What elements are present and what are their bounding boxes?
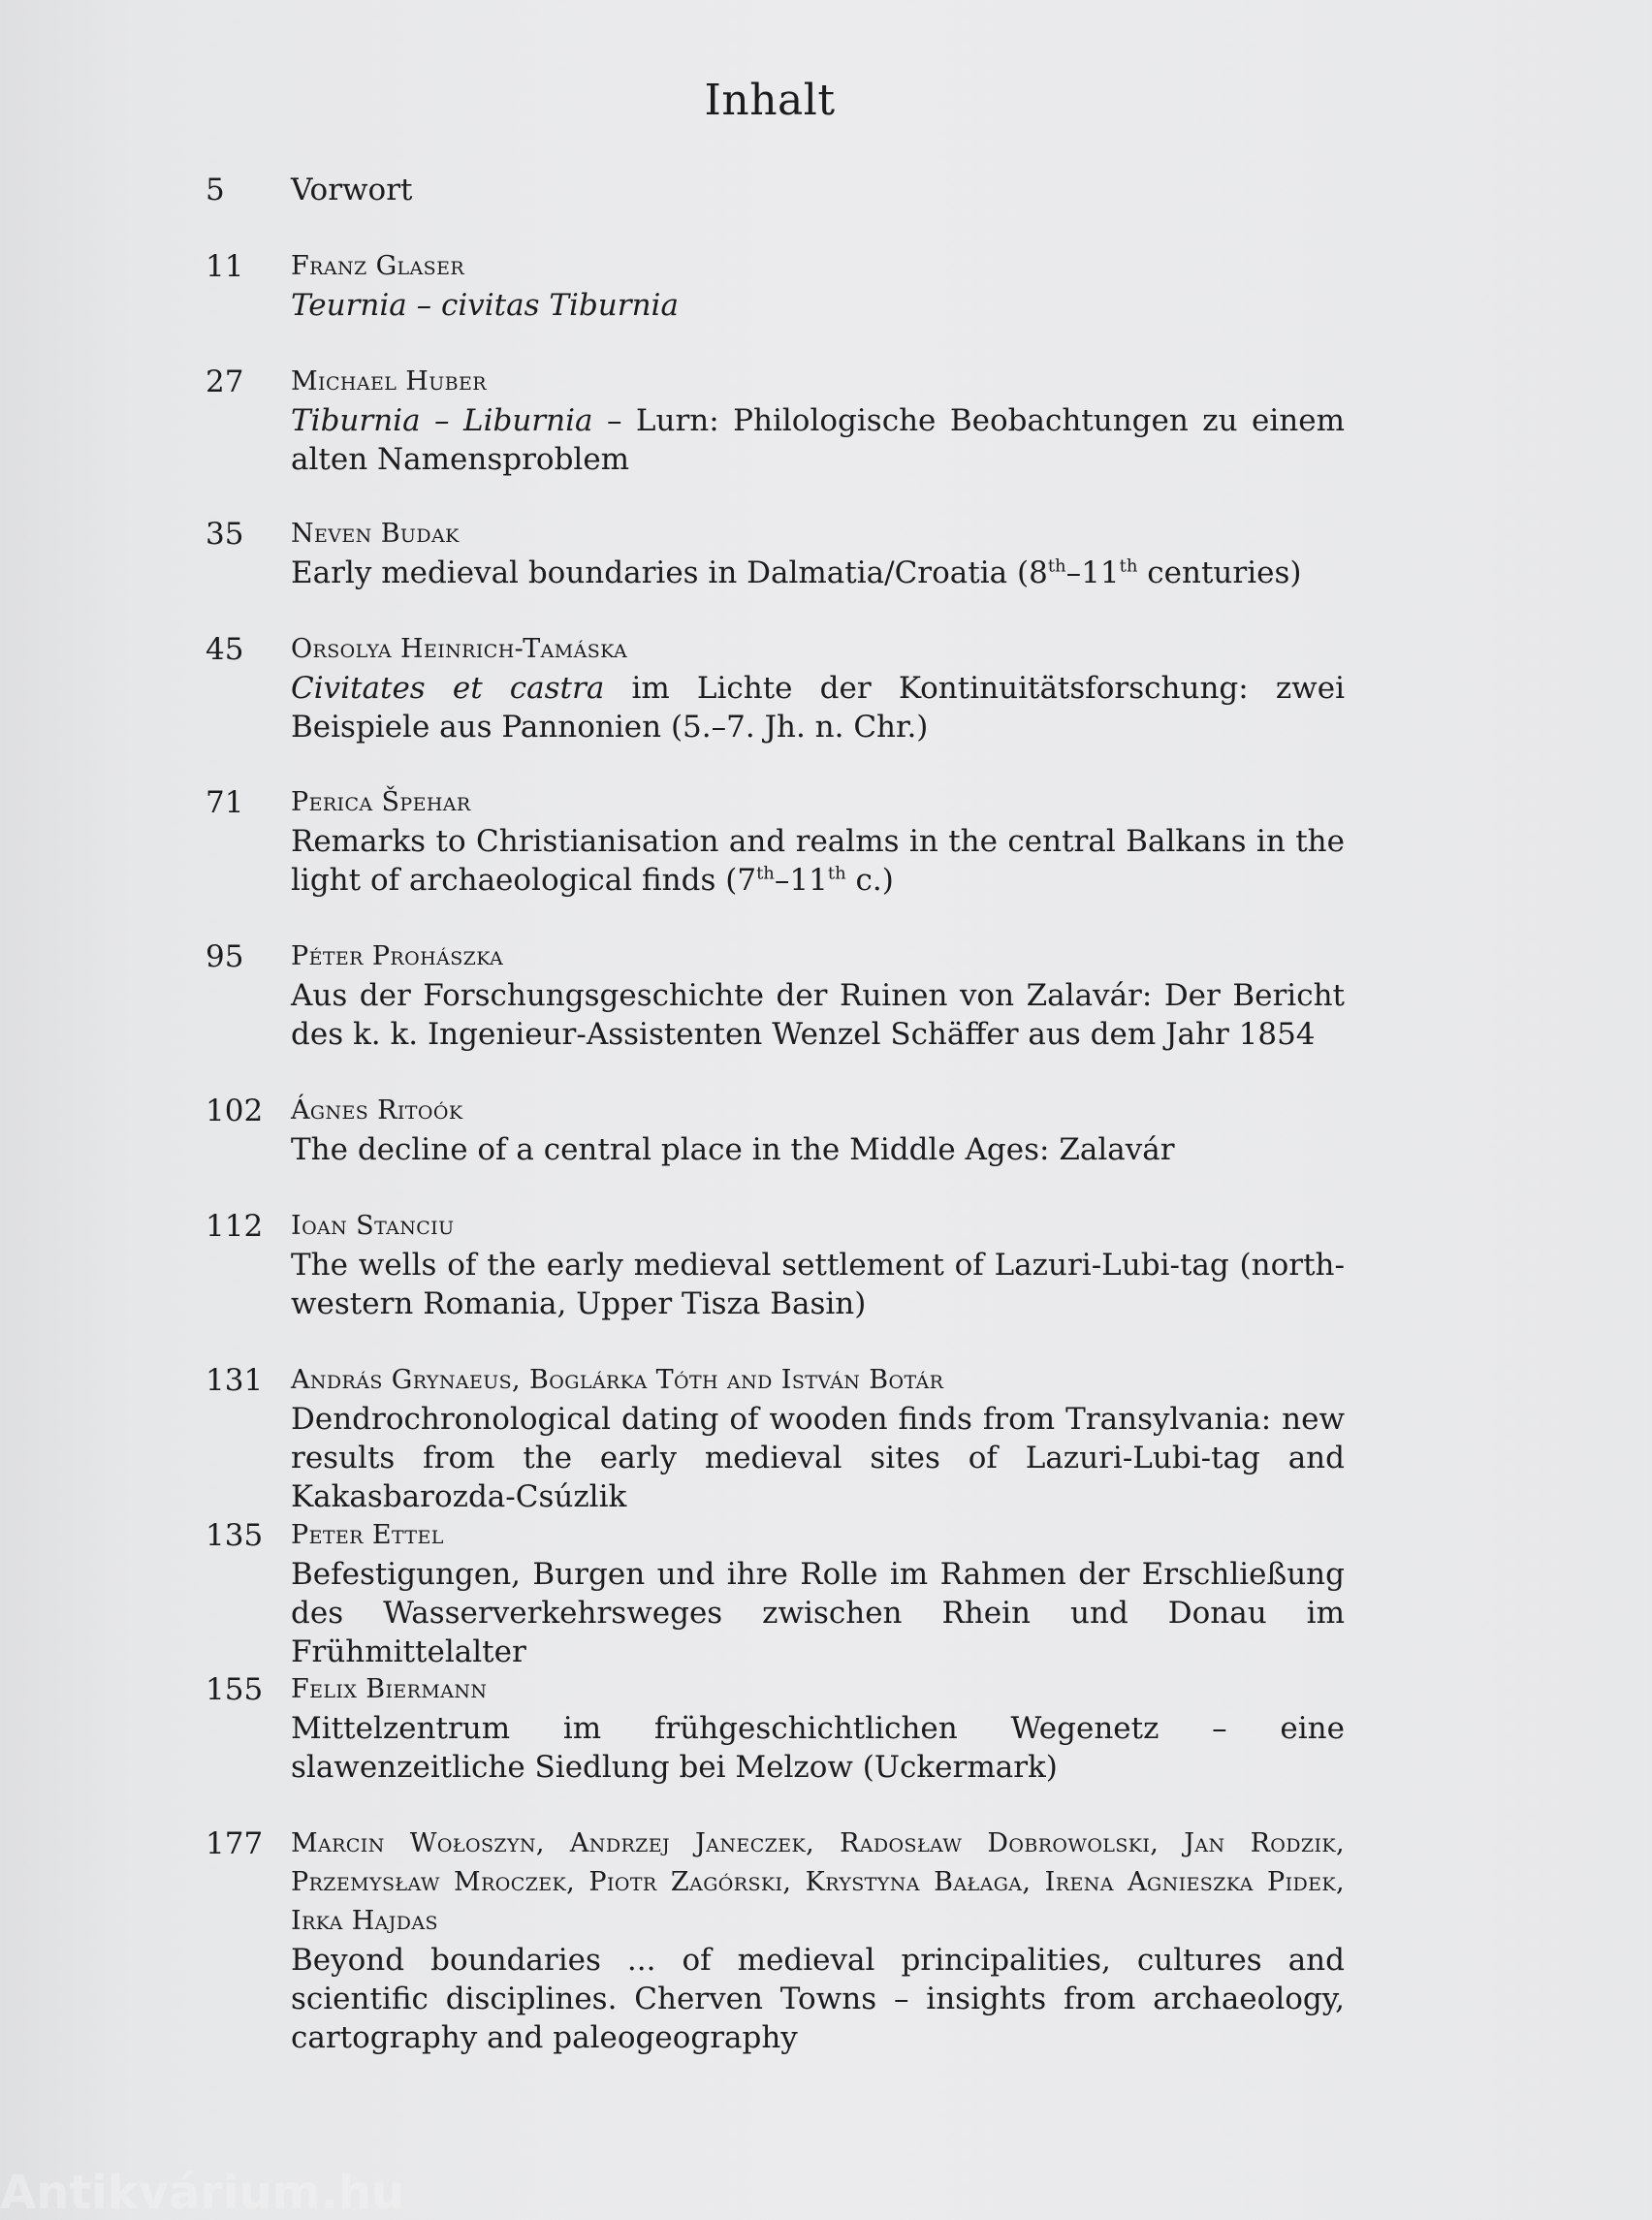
entry-title: Mittelzentrum im frühgeschichtlichen Wegenetz – eine slawenzeitliche Siedlung bei Melzow (Uckermark): [291, 1711, 1345, 1785]
entry-author: András Grynaeus, Boglárka Tóth and István Botár: [291, 1365, 944, 1395]
toc-entry: [206, 1516, 1345, 1671]
watermark: Antikvárium.hu: [0, 2166, 405, 2220]
page-number: 131: [206, 1363, 264, 1398]
entry-author: Peter Ettel: [291, 1520, 444, 1550]
entry-title-italic: Tiburnia – Liburnia: [291, 403, 593, 438]
page-title: Inhalt: [704, 76, 836, 125]
entry-title: im Lichte der Kontinuitätsforschung: zwei Beispiele aus Pannonien (5.–7. Jh. n. Chr.): [291, 671, 1345, 745]
entry-title: The wells of the early medieval settlement of Lazuri-Lubi-tag (north-western Romania, Upper Tisza Basin): [291, 1248, 1345, 1321]
page-number: 11: [206, 249, 244, 284]
toc-entry: [206, 1207, 1345, 1323]
page-number: 27: [206, 365, 244, 399]
page-number: 102: [206, 1094, 264, 1128]
entry-author: Orsolya Heinrich-Tamáska: [291, 634, 628, 664]
entry-title: centuries): [1137, 555, 1302, 590]
toc-entry: [206, 783, 1345, 900]
page-number: 45: [206, 632, 244, 667]
toc-entry: [206, 1361, 1345, 1516]
page-number: 35: [206, 517, 244, 552]
entry-author: Neven Budak: [291, 519, 460, 549]
entry-author: Ioan Stanciu: [291, 1211, 455, 1241]
entry-title: Beyond boundaries ... of medieval principalities, cultures and scientific disciplines. Cherven Towns – insights from archaeology, cartography and paleogeography: [291, 1943, 1345, 2055]
entry-title: Teurnia – civitas Tiburnia: [291, 288, 679, 323]
entry-title: – Lurn: Philologische Beobachtungen zu einem alten Namensproblem: [291, 403, 1346, 477]
entry-author: Ágnes Ritoók: [291, 1095, 463, 1126]
page-number: 112: [206, 1209, 264, 1244]
page-number: 5: [206, 173, 225, 207]
page-number: 155: [206, 1672, 264, 1707]
entry-title: Aus der Forschungsgeschichte der Ruinen von Zalavár: Der Bericht des k. k. Ingenieur-Assistenten Wenzel Schäffer aus dem Jahr 1854: [291, 978, 1345, 1052]
toc-entry: [206, 1092, 1345, 1169]
entry-title: c.): [845, 863, 894, 898]
toc-entry: [206, 247, 1345, 325]
entry-title: –11: [774, 863, 828, 898]
entry-title-italic: Civitates et castra: [291, 671, 605, 706]
toc-entry: [206, 515, 1345, 592]
superscript: th: [827, 863, 846, 884]
toc-entry: [206, 1824, 1345, 2057]
entry-title: Vorwort: [291, 173, 413, 207]
superscript: th: [1119, 555, 1138, 577]
entry-author: Michael Huber: [291, 366, 487, 396]
toc-entry: [206, 363, 1345, 479]
toc-entry: [206, 171, 1345, 209]
entry-title: Befestigungen, Burgen und ihre Rolle im Rahmen der Erschließung des Wasserverkehrsweges zwischen Rhein und Donau im Frühmittelalter: [291, 1557, 1345, 1669]
page-number: 135: [206, 1518, 264, 1553]
entry-title: The decline of a central place in the Middle Ages: Zalavár: [291, 1132, 1175, 1167]
entry-title: Dendrochronological dating of wooden finds from Transylvania: new results from the early medieval sites of Lazuri-Lubi-tag and Kakasbarozda-Csúzlik: [291, 1402, 1345, 1514]
toc-entry: [206, 1670, 1345, 1787]
toc-entry: [206, 630, 1345, 746]
toc-entry: [206, 937, 1345, 1054]
entry-title: Remarks to Christianisation and realms in the central Balkans in the light of archaeological finds (7: [291, 824, 1345, 898]
page-number: 177: [206, 1826, 264, 1861]
entry-author: Marcin Wołoszyn, Andrzej Janeczek, Radosław Dobrowolski, Jan Rodzik, Przemysław Mroczek, Piotr Zagórski, Krystyna Bałaga, Irena Agnieszka Pidek, Irka Hajdas: [291, 1828, 1345, 1936]
entry-title: Early medieval boundaries in Dalmatia/Croatia (8: [291, 555, 1048, 590]
superscript: th: [756, 863, 775, 884]
entry-author: Franz Glaser: [291, 251, 465, 281]
entry-author: Perica Špehar: [291, 787, 471, 817]
superscript: th: [1047, 555, 1066, 577]
entry-author: Felix Biermann: [291, 1674, 488, 1704]
entry-title: –11: [1065, 555, 1120, 590]
entry-author: Péter Prohászka: [291, 941, 504, 971]
page-number: 71: [206, 785, 244, 820]
page-number: 95: [206, 939, 244, 974]
